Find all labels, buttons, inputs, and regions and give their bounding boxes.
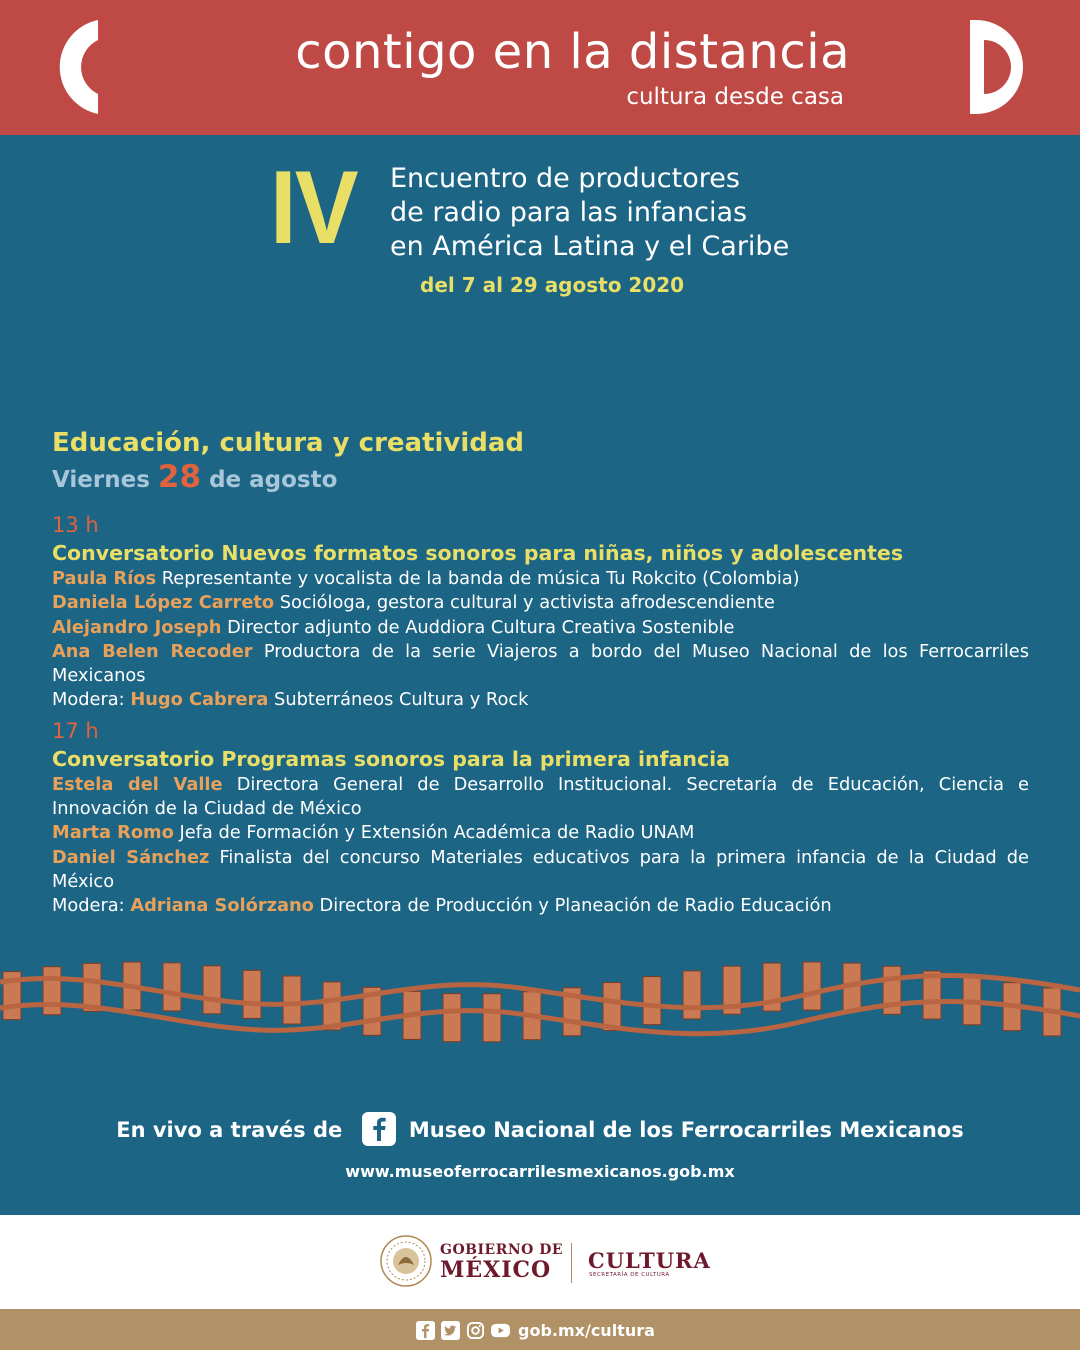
track-sleeper — [483, 994, 501, 1042]
speaker-name: Paula Ríos — [52, 568, 157, 589]
speaker-desc: Productora de la serie Viajeros a bordo del Museo Nacional de los Ferrocarriles Mexicanos — [52, 640, 1029, 687]
instagram-icon[interactable] — [466, 1321, 485, 1340]
social-url[interactable]: gob.mx/cultura — [518, 1320, 655, 1340]
gobierno-label: GOBIERNO DE — [440, 1242, 564, 1258]
railway-tracks-illustration — [0, 960, 1080, 1080]
speaker-entry — [52, 821, 1029, 845]
session-time: 17 h — [52, 718, 99, 743]
youtube-icon[interactable] — [491, 1321, 510, 1340]
mexico-seal-icon — [380, 1235, 432, 1287]
speaker-entry — [52, 846, 1029, 895]
track-sleeper — [683, 971, 701, 1019]
speaker-desc: Directora General de Desarrollo Institucional. Secretaría de Educación, Ciencia e Innovación de la Ciudad de México — [52, 773, 1030, 820]
track-sleeper — [283, 976, 301, 1024]
mexico-label: MÉXICO — [440, 1257, 552, 1283]
track-sleeper — [163, 963, 181, 1011]
live-stream-line — [0, 1112, 1080, 1150]
track-sleeper — [203, 966, 221, 1014]
track-sleeper — [643, 977, 661, 1025]
speaker-desc: Finalista del concurso Materiales educativos para la primera infancia de la Ciudad de México — [52, 846, 1029, 892]
track-sleeper — [323, 982, 341, 1030]
speaker-name: Alejandro Joseph — [52, 616, 222, 638]
website-url[interactable]: www.museoferrocarrilesmexicanos.gob.mx — [345, 1162, 735, 1181]
speaker-name: Marta Romo — [52, 822, 174, 844]
event-title-line: en América Latina y el Caribe — [390, 231, 790, 262]
live-prefix: En vivo a través de — [116, 1118, 343, 1142]
program-date — [52, 460, 1029, 497]
moderator-name: Adriana Solórzano — [130, 895, 314, 917]
speaker-desc: Socióloga, gestora cultural y activista afrodescendiente — [279, 592, 775, 614]
track-sleeper — [803, 962, 821, 1010]
moderator-name: Hugo Cabrera — [130, 689, 269, 711]
social-footer — [0, 1309, 1080, 1350]
open-bracket-logo-icon — [52, 16, 100, 118]
speaker-entry — [52, 591, 1029, 615]
live-channel-link[interactable]: Museo Nacional de los Ferrocarriles Mexicanos — [408, 1118, 964, 1142]
facebook-icon[interactable] — [362, 1112, 396, 1146]
edition-numeral: IV — [270, 150, 357, 266]
track-sleeper — [603, 983, 621, 1031]
cultura-label: CULTURA — [588, 1248, 711, 1273]
event-title-line: Encuentro de productores — [390, 163, 740, 194]
month-text: de agosto — [209, 467, 338, 493]
speaker-entry — [52, 616, 1029, 640]
speaker-name: Ana Belen Recoder — [52, 640, 253, 662]
speaker-name: Daniel Sánchez — [52, 846, 210, 868]
speaker-entry — [52, 640, 1029, 689]
session-title: Conversatorio Nuevos formatos sonoros para niñas, niños y adolescentes — [52, 541, 904, 565]
program-section — [52, 426, 1029, 919]
moderator-prefix: Modera: — [52, 895, 125, 917]
speaker-entry — [52, 567, 1029, 591]
track-sleeper — [243, 970, 261, 1018]
facebook-icon[interactable] — [416, 1321, 435, 1340]
day-number: 28 — [157, 459, 202, 495]
speaker-desc: Representante y vocalista de la banda de música Tu Rokcito (Colombia) — [161, 568, 800, 589]
speaker-entry — [52, 773, 1029, 822]
brand-title: contigo en la distancia — [295, 24, 850, 80]
speaker-name: Daniela López Carreto — [52, 592, 275, 614]
track-sleeper — [43, 967, 61, 1015]
session-block — [52, 511, 1029, 713]
moderator-entry — [52, 688, 1029, 712]
session-time: 13 h — [52, 513, 99, 537]
moderator-prefix: Modera: — [52, 689, 125, 711]
day-word: Viernes — [52, 467, 150, 493]
event-title-line: de radio para las infancias — [390, 197, 748, 228]
moderator-desc: Subterráneos Cultura y Rock — [274, 689, 529, 711]
cultura-sublabel: SECRETARÍA DE CULTURA — [589, 1272, 670, 1278]
moderator-desc: Directora de Producción y Planeación de Radio Educación — [319, 895, 832, 917]
header-banner — [0, 0, 1080, 135]
speaker-desc: Director adjunto de Auddiora Cultura Creativa Sostenible — [227, 616, 735, 638]
track-sleeper — [443, 994, 461, 1042]
speaker-desc: Jefa de Formación y Extensión Académica de Radio UNAM — [179, 822, 695, 844]
close-bracket-logo-icon — [966, 16, 1026, 118]
twitter-icon[interactable] — [441, 1321, 460, 1340]
brand-subtitle: cultura desde casa — [626, 84, 844, 110]
event-dates: del 7 al 29 agosto 2020 — [420, 273, 685, 297]
speaker-name: Estela del Valle — [52, 773, 223, 795]
session-title: Conversatorio Programas sonoros para la primera infancia — [52, 746, 730, 771]
government-footer — [0, 1215, 1080, 1309]
moderator-entry — [52, 894, 1029, 918]
program-title: Educación, cultura y creatividad — [52, 428, 525, 458]
session-block — [52, 717, 1029, 919]
event-title — [390, 162, 789, 264]
footer-divider — [571, 1243, 572, 1283]
